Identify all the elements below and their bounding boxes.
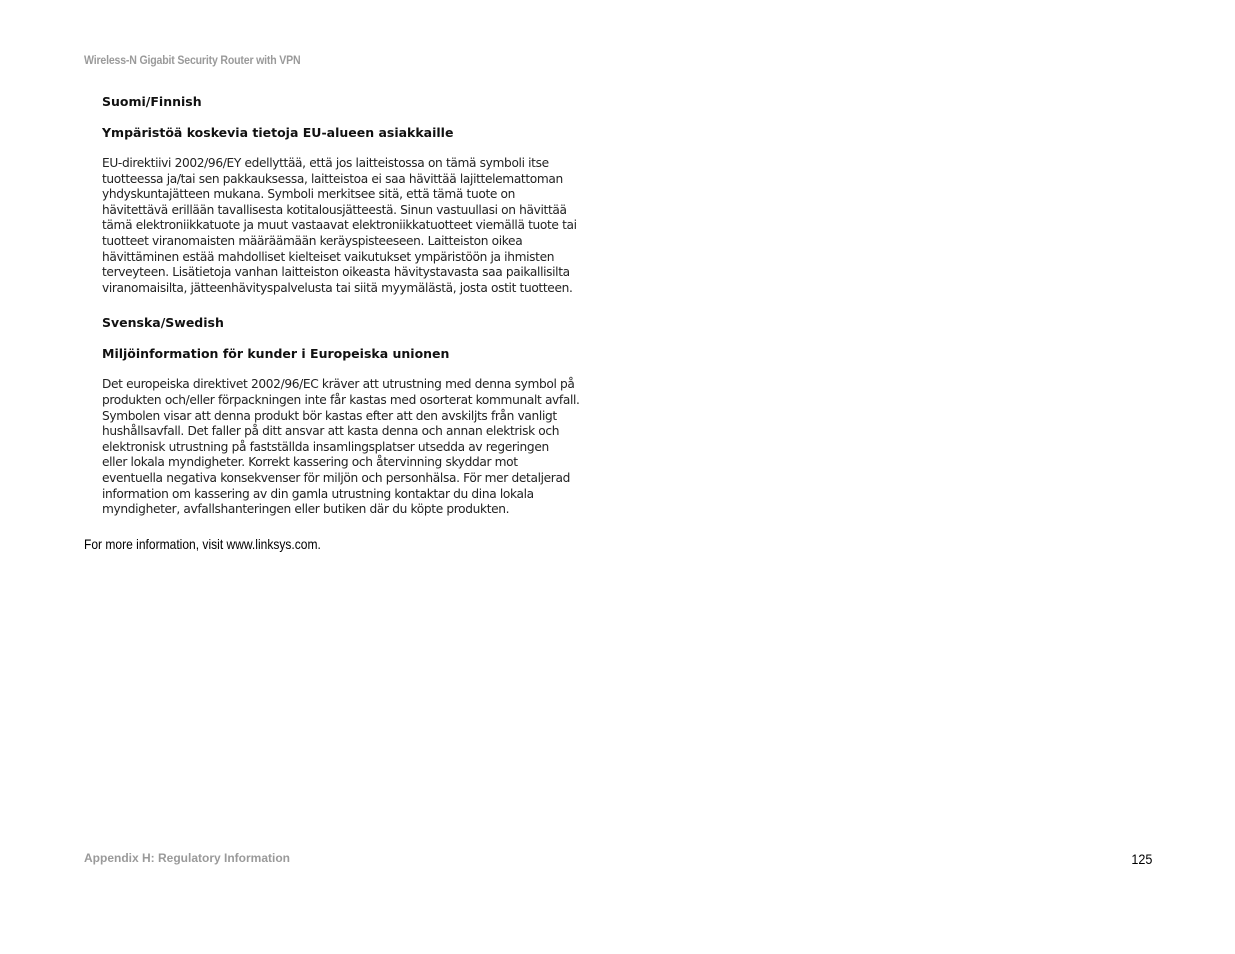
finnish-line: tämä elektroniikkatuote ja muut vastaavat elektroniikkatuotteet viemällä tuote tai [102,218,577,233]
swedish-section [102,315,597,517]
finnish-line: hävittäminen estää mahdolliset kielteiset vaikutukset ympäristöön ja ihmisten [102,249,555,264]
swedish-line: elektronisk utrustning på fastställda insamlingsplatser utsedda av regeringen [102,439,549,454]
running-header: Wireless-N Gigabit Security Router with VPN [84,53,301,67]
swedish-line: eventuella negativa konsekvenser för miljön och personhälsa. För mer detaljerad [102,470,570,485]
finnish-language-heading: Suomi/Finnish [102,94,202,109]
more-info-text: For more information, visit www.linksys.com. [84,536,321,552]
finnish-line: tuotteet viranomaisten määräämään keräyspisteeseen. Laitteiston oikea [102,233,523,248]
swedish-language-heading: Svenska/Swedish [102,315,224,331]
swedish-line: myndigheter, avfallshanteringen eller butiken där du köpte produkten. [102,502,510,517]
swedish-line: produkten och/eller förpackningen inte får kastas med osorterat kommunalt avfall. [102,392,580,407]
finnish-line: tuotteessa ja/tai sen pakkauksessa, laitteistoa ei saa hävittää lajittelemattoman [102,171,563,186]
finnish-line: EU-direktiivi 2002/96/EY edellyttää, että jos laitteistossa on tämä symboli itse [102,156,549,170]
regulatory-content [102,94,597,518]
swedish-line: Symbolen visar att denna produkt bör kastas efter att den avskiljts från vanligt [102,408,557,423]
swedish-body-text [102,377,597,517]
page-number: 125 [1130,851,1152,867]
swedish-line: Det europeiska direktivet 2002/96/EC kräver att utrustning med denna symbol på [102,377,575,392]
finnish-line: hävitettävä erillään tavallisesta kotitalousjätteestä. Sinun vastuullasi on hävittää [102,202,567,217]
swedish-line: information om kassering av din gamla utrustning kontaktar du dina lokala [102,486,534,501]
finnish-line: viranomaisilta, jätteenhävityspalvelusta tai siitä myymälästä, josta ostit tuotteen. [102,280,573,295]
finnish-line: terveyteen. Lisätietoja vanhan laitteiston oikeasta hävitystavasta saa paikallisilta [102,265,570,280]
finnish-body-text [102,156,597,296]
swedish-topic-heading: Miljöinformation för kunder i Europeiska unionen [102,346,450,362]
footer-section-title: Appendix H: Regulatory Information [84,851,291,865]
finnish-topic-heading: Ympäristöä koskevia tietoja EU-alueen asiakkaille [102,125,454,140]
swedish-line: hushållsavfall. Det faller på ditt ansvar att kasta denna och annan elektrisk och [102,424,560,439]
swedish-line: eller lokala myndigheter. Korrekt kassering och återvinning skyddar mot [102,455,518,470]
finnish-line: yhdyskuntajätteen mukana. Symboli merkitsee sitä, että tämä tuote on [102,187,516,202]
finnish-section [102,94,597,296]
